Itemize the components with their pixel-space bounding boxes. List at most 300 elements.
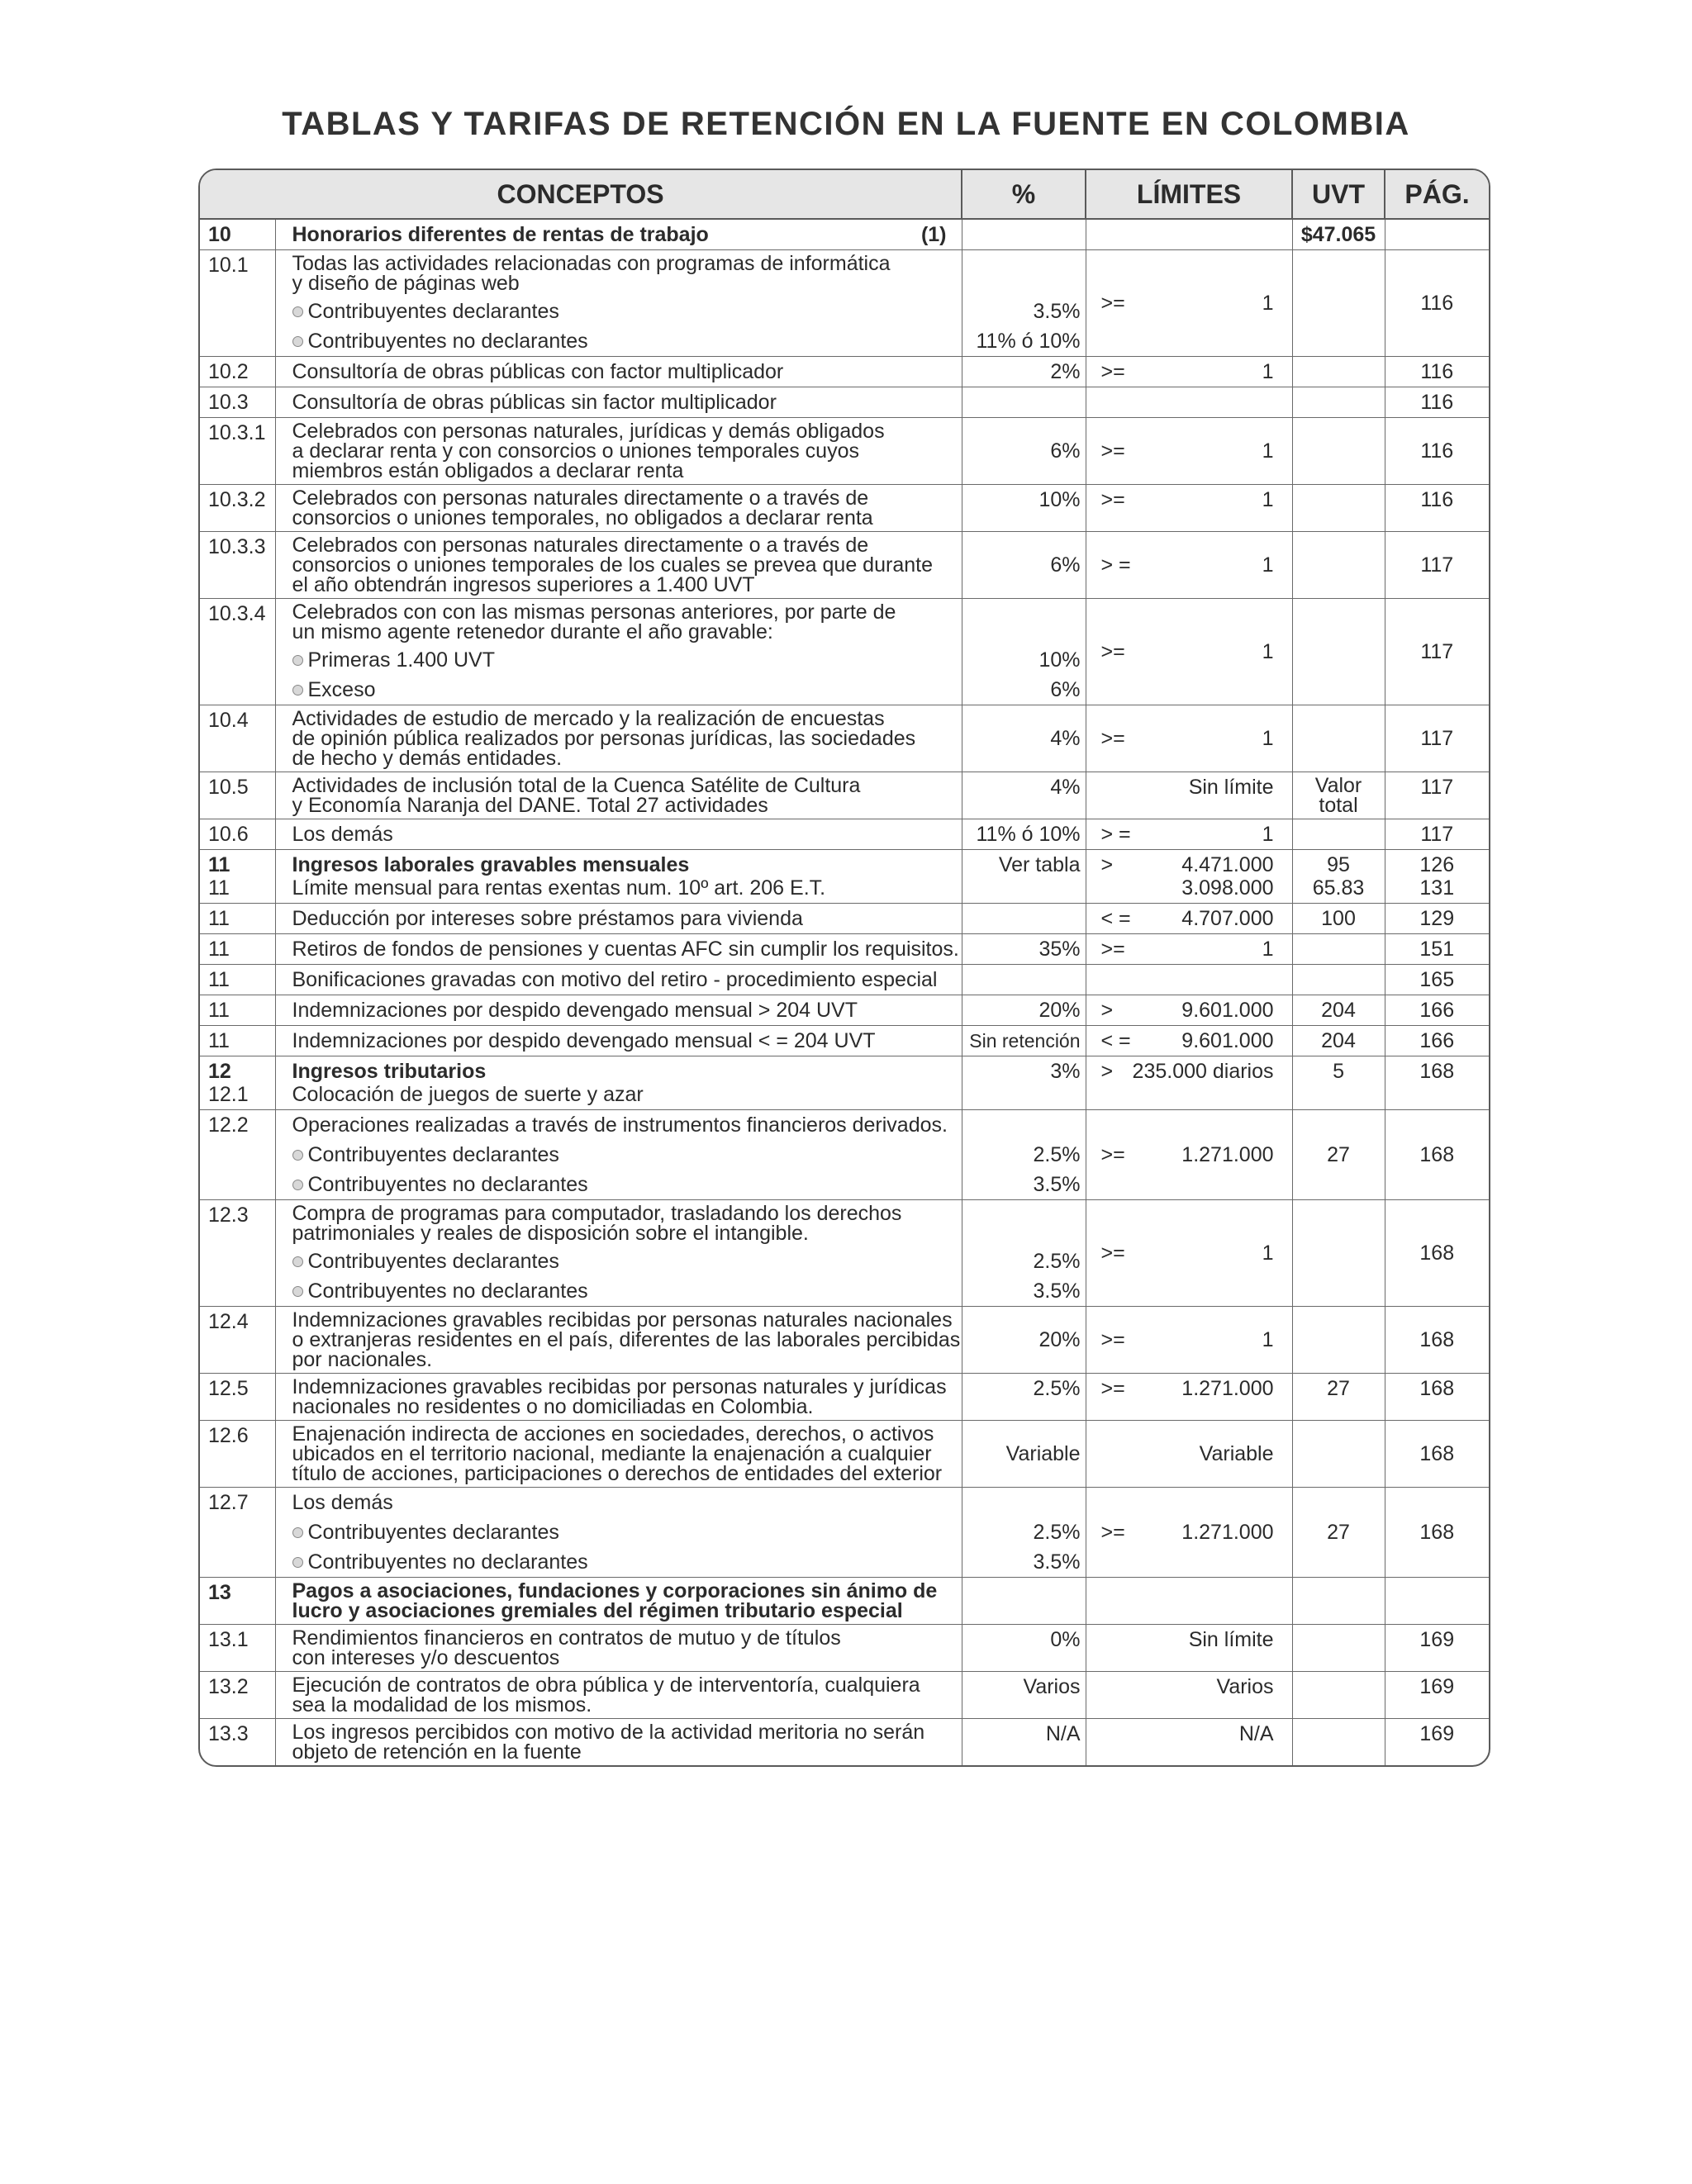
- limit-value: 1: [1262, 553, 1274, 577]
- percent-value: Sin retención: [969, 1030, 1081, 1052]
- table-row: [200, 1578, 1489, 1625]
- row-number: [200, 1307, 275, 1374]
- limit-value: 4.707.000: [1181, 907, 1274, 930]
- row-uvt: [1292, 387, 1385, 418]
- row-uvt: [1292, 819, 1385, 850]
- row-operator: [1086, 387, 1122, 418]
- limit-value: 235.000 diarios: [1132, 1060, 1274, 1083]
- row-uvt: [1292, 532, 1385, 599]
- concept-line: Consultoría de obras públicas con factor multiplicador: [292, 360, 784, 383]
- limit-operator: < =: [1100, 1029, 1131, 1052]
- row-limit: [1122, 705, 1292, 772]
- bullet-item: [292, 678, 955, 701]
- row-number-text: 10.4: [208, 709, 249, 732]
- row-limit: [1122, 1056, 1292, 1110]
- bullet-label: Contribuyentes no declarantes: [307, 1550, 588, 1574]
- row-uvt: [1292, 219, 1385, 250]
- percent-value: 3.5%: [1033, 1550, 1081, 1574]
- limit-value: 1: [1262, 292, 1274, 315]
- uvt-value: 5: [1333, 1060, 1344, 1083]
- concept-line: miembros están obligados a declarar renta: [292, 459, 684, 482]
- table-row: [200, 219, 1489, 250]
- bullet-label: Contribuyentes no declarantes: [307, 1280, 588, 1303]
- table-row: [200, 1374, 1489, 1421]
- row-operator: [1086, 1307, 1125, 1374]
- page-number: 131: [1419, 876, 1455, 900]
- row-number-text: 11: [208, 876, 230, 900]
- row-number: [200, 934, 275, 965]
- uvt-value: 27: [1327, 1143, 1350, 1166]
- row-number-text: 10.3.4: [208, 602, 266, 625]
- row-percent: [962, 485, 1086, 532]
- page-number: 117: [1420, 776, 1454, 799]
- row-operator: [1086, 1578, 1122, 1625]
- concept-line: Celebrados con con las mismas personas anteriores, por parte de: [292, 601, 896, 624]
- row-limit: [1122, 904, 1292, 934]
- row-number-text: 13.3: [208, 1722, 249, 1745]
- row-concept: [275, 1625, 962, 1672]
- row-limit: [1122, 219, 1292, 250]
- row-limit: [1122, 1672, 1292, 1719]
- row-limit: [1122, 357, 1292, 387]
- row-page: [1385, 934, 1489, 965]
- table-row: [200, 485, 1489, 532]
- row-percent: [962, 850, 1086, 904]
- limit-operator: >=: [1100, 640, 1125, 663]
- row-number: [200, 1421, 275, 1488]
- row-limit: [1122, 1488, 1292, 1578]
- limit-value: 3.098.000: [1181, 876, 1274, 900]
- row-page: [1385, 1374, 1489, 1421]
- row-page: [1385, 1200, 1489, 1307]
- table-row: [200, 819, 1489, 850]
- concept-line: patrimoniales y reales de disposición sobre el intangible.: [292, 1222, 809, 1245]
- concept-line: ubicados en el territorio nacional, mediante la enajenación a cualquier: [292, 1442, 932, 1465]
- page-number: 168: [1419, 1521, 1455, 1544]
- table-row: [200, 850, 1489, 904]
- limit-value: 1: [1262, 439, 1274, 463]
- row-uvt: [1292, 1719, 1385, 1766]
- percent-value: Variable: [1005, 1442, 1081, 1465]
- uvt-value: Valor: [1314, 774, 1362, 797]
- bullet-label: Contribuyentes declarantes: [307, 1250, 559, 1273]
- row-percent: [962, 904, 1086, 934]
- percent-value: 4%: [1050, 727, 1081, 750]
- bullet-item: [292, 1550, 955, 1574]
- row-uvt: [1292, 250, 1385, 357]
- row-number: [200, 357, 275, 387]
- row-operator: [1086, 1110, 1125, 1200]
- row-limit: [1122, 1026, 1292, 1056]
- page-number: 169: [1419, 1628, 1455, 1651]
- page-number: 168: [1419, 1377, 1455, 1400]
- concept-line: o extranjeras residentes en el país, diferentes de las laborales percibidas: [292, 1328, 961, 1351]
- row-limit: [1122, 387, 1292, 418]
- row-concept: [275, 1026, 962, 1056]
- row-page: [1385, 904, 1489, 934]
- row-number: [200, 705, 275, 772]
- percent-value: 2.5%: [1033, 1521, 1081, 1544]
- row-number-text: 11: [208, 853, 231, 876]
- percent-value: 6%: [1050, 439, 1081, 463]
- limit-operator: >=: [1100, 1328, 1125, 1351]
- row-percent: [962, 1421, 1086, 1488]
- row-number-text: 10.5: [208, 776, 249, 799]
- bullet-label: Contribuyentes declarantes: [307, 1521, 559, 1544]
- row-concept: [275, 250, 962, 357]
- limit-operator: >=: [1100, 938, 1125, 961]
- row-concept: [275, 1056, 962, 1110]
- page-number: 116: [1420, 439, 1454, 463]
- row-percent: [962, 965, 1086, 995]
- limit-value: Varios: [1216, 1675, 1274, 1698]
- row-number-text: 12.3: [208, 1204, 249, 1227]
- table-row: [200, 995, 1489, 1026]
- concept-line: de hecho y demás entidades.: [292, 747, 563, 770]
- row-number-text: 11: [208, 938, 230, 961]
- row-limit: [1122, 819, 1292, 850]
- row-page: [1385, 485, 1489, 532]
- retention-table: [198, 169, 1490, 1767]
- limit-operator: >=: [1100, 727, 1125, 750]
- table-row: [200, 1421, 1489, 1488]
- row-number: [200, 1374, 275, 1421]
- percent-value: 0%: [1050, 1628, 1081, 1651]
- concept-line: de opinión pública realizados por personas jurídicas, las sociedades: [292, 727, 916, 750]
- row-limit: [1122, 1578, 1292, 1625]
- limit-value: 1: [1262, 1242, 1274, 1265]
- page-number: 116: [1420, 360, 1454, 383]
- row-page: [1385, 1672, 1489, 1719]
- row-operator: [1086, 995, 1122, 1026]
- concept-line: Indemnizaciones por despido devengado mensual > 204 UVT: [292, 999, 858, 1022]
- percent-value: 2.5%: [1033, 1143, 1081, 1166]
- row-percent: [962, 387, 1086, 418]
- page-number: 117: [1420, 553, 1454, 577]
- row-operator: [1086, 1374, 1125, 1421]
- row-concept: [275, 1110, 962, 1200]
- percent-value: 3.5%: [1033, 1280, 1081, 1303]
- page-number: 165: [1419, 968, 1455, 991]
- row-concept: [275, 850, 962, 904]
- bullet-label: Primeras 1.400 UVT: [307, 648, 495, 672]
- concept-line: objeto de retención en la fuente: [292, 1740, 582, 1764]
- row-operator: [1086, 418, 1125, 485]
- concept-line: Celebrados con personas naturales, jurídicas y demás obligados: [292, 420, 885, 443]
- row-number: [200, 1578, 275, 1625]
- bullet-icon: [292, 685, 303, 696]
- concept-line: Ejecución de contratos de obra pública y de interventoría, cualquiera: [292, 1674, 920, 1697]
- row-page: [1385, 387, 1489, 418]
- row-limit: [1122, 995, 1292, 1026]
- bullet-label: Contribuyentes no declarantes: [307, 1173, 588, 1196]
- row-number: [200, 1719, 275, 1766]
- row-limit: [1122, 250, 1292, 357]
- concept-line: el año obtendrán ingresos superiores a 1.400 UVT: [292, 573, 755, 596]
- row-number: [200, 995, 275, 1026]
- row-page: [1385, 418, 1489, 485]
- row-concept: [275, 965, 962, 995]
- row-percent: [962, 418, 1086, 485]
- row-uvt: [1292, 1307, 1385, 1374]
- row-number-text: 10.3.3: [208, 535, 266, 558]
- row-operator: [1086, 819, 1131, 850]
- table-row: [200, 1625, 1489, 1672]
- row-number: [200, 1110, 275, 1200]
- row-percent: [962, 1374, 1086, 1421]
- row-number: [200, 1026, 275, 1056]
- row-number: [200, 387, 275, 418]
- concept-line: Ingresos laborales gravables mensuales: [292, 853, 690, 876]
- bullet-label: Contribuyentes declarantes: [307, 300, 559, 323]
- row-percent: [962, 1026, 1086, 1056]
- row-uvt: [1292, 934, 1385, 965]
- row-page: [1385, 1625, 1489, 1672]
- uvt-value: 100: [1321, 907, 1356, 930]
- concept-line: y Economía Naranja del DANE. Total 27 actividades: [292, 794, 768, 817]
- percent-value: 3.5%: [1033, 1173, 1081, 1196]
- bullet-item: [292, 1521, 955, 1544]
- concept-line: título de acciones, participaciones o derechos de entidades del exterior: [292, 1462, 943, 1485]
- row-operator: [1086, 850, 1122, 904]
- concept-line: Indemnizaciones por despido devengado mensual < = 204 UVT: [292, 1029, 876, 1052]
- footnote-marker: (1): [920, 223, 947, 246]
- row-percent: [962, 1578, 1086, 1625]
- table-row: [200, 1719, 1489, 1766]
- row-number: [200, 219, 275, 250]
- percent-value: 11% ó 10%: [976, 330, 1081, 353]
- row-operator: [1086, 965, 1122, 995]
- concept-line: Actividades de inclusión total de la Cuenca Satélite de Cultura: [292, 774, 861, 797]
- page-number: 168: [1419, 1442, 1455, 1465]
- concept-line: y diseño de páginas web: [292, 272, 520, 295]
- row-uvt: [1292, 357, 1385, 387]
- row-concept: [275, 1421, 962, 1488]
- concept-line: consorcios o uniones temporales, no obligados a declarar renta: [292, 506, 873, 529]
- page-number: 169: [1419, 1722, 1455, 1745]
- concept-line: Compra de programas para computador, trasladando los derechos: [292, 1202, 902, 1225]
- limit-operator: >=: [1100, 1377, 1125, 1400]
- concept-line: consorcios o uniones temporales de los cuales se prevea que durante: [292, 553, 933, 577]
- concept-line: Rendimientos financieros en contratos de mutuo y de títulos: [292, 1626, 841, 1650]
- table-row: [200, 357, 1489, 387]
- percent-value: 6%: [1050, 678, 1081, 701]
- table-row: [200, 1488, 1489, 1578]
- row-number: [200, 599, 275, 705]
- row-concept: [275, 532, 962, 599]
- limit-operator: >: [1100, 1060, 1114, 1083]
- limit-value: 1: [1262, 640, 1274, 663]
- header-conceptos: CONCEPTOS: [200, 170, 962, 219]
- row-uvt: [1292, 1578, 1385, 1625]
- row-number-text: 10.3: [208, 391, 249, 414]
- row-concept: [275, 1578, 962, 1625]
- row-percent: [962, 219, 1086, 250]
- bullet-item: [292, 648, 955, 672]
- row-page: [1385, 1488, 1489, 1578]
- row-limit: [1122, 532, 1292, 599]
- page-number: 129: [1419, 907, 1455, 930]
- page-number: 168: [1419, 1242, 1455, 1265]
- row-page: [1385, 532, 1489, 599]
- bullet-icon: [292, 1180, 303, 1190]
- row-page: [1385, 1719, 1489, 1766]
- table-row: [200, 1056, 1489, 1110]
- page-number: 117: [1420, 640, 1454, 663]
- row-operator: [1086, 485, 1125, 532]
- row-number: [200, 772, 275, 819]
- row-limit: [1122, 1719, 1292, 1766]
- row-page: [1385, 819, 1489, 850]
- page-number: 166: [1419, 999, 1455, 1022]
- percent-value: 20%: [1038, 1328, 1081, 1351]
- row-concept: [275, 1488, 962, 1578]
- row-number: [200, 485, 275, 532]
- row-number-text: 10: [208, 223, 231, 246]
- table-row: [200, 250, 1489, 357]
- percent-value: Ver tabla: [998, 853, 1081, 876]
- row-uvt: [1292, 1026, 1385, 1056]
- row-page: [1385, 1421, 1489, 1488]
- row-number-text: 12.2: [208, 1113, 249, 1137]
- row-number: [200, 965, 275, 995]
- row-limit: [1122, 1307, 1292, 1374]
- concept-line: Los demás: [292, 823, 393, 846]
- row-concept: [275, 1374, 962, 1421]
- percent-value: 11% ó 10%: [976, 823, 1081, 846]
- limit-operator: > =: [1100, 823, 1131, 846]
- row-concept: [275, 387, 962, 418]
- row-limit: [1122, 1374, 1292, 1421]
- row-percent: [962, 1110, 1086, 1200]
- row-uvt: [1292, 1625, 1385, 1672]
- row-operator: [1086, 1026, 1131, 1056]
- row-number-text: 11: [208, 1029, 230, 1052]
- row-uvt: [1292, 1488, 1385, 1578]
- table-row: [200, 705, 1489, 772]
- percent-value: 35%: [1038, 938, 1081, 961]
- uvt-value: 27: [1327, 1521, 1350, 1544]
- row-operator: [1086, 357, 1125, 387]
- row-percent: [962, 1488, 1086, 1578]
- row-limit: [1122, 1625, 1292, 1672]
- row-number-text: 11: [208, 968, 230, 991]
- limit-value: Sin límite: [1188, 776, 1274, 799]
- row-number: [200, 532, 275, 599]
- bullet-icon: [292, 306, 303, 317]
- percent-value: 10%: [1038, 488, 1081, 511]
- bullet-icon: [292, 1527, 303, 1538]
- row-percent: [962, 772, 1086, 819]
- header-limites: LÍMITES: [1086, 170, 1292, 219]
- bullet-icon: [292, 336, 303, 347]
- concept-line: por nacionales.: [292, 1348, 433, 1371]
- row-operator: [1086, 1200, 1125, 1307]
- limit-value: N/A: [1238, 1722, 1274, 1745]
- uvt-value: 65.83: [1312, 876, 1365, 900]
- row-number-text: 12.1: [208, 1083, 249, 1106]
- table-body: [200, 219, 1489, 1765]
- row-page: [1385, 599, 1489, 705]
- row-percent: [962, 532, 1086, 599]
- row-operator: [1086, 599, 1125, 705]
- concept-line: un mismo agente retenedor durante el año gravable:: [292, 620, 773, 643]
- limit-value: 4.471.000: [1181, 853, 1274, 876]
- row-page: [1385, 995, 1489, 1026]
- concept-line: Indemnizaciones gravables recibidas por personas naturales nacionales: [292, 1308, 953, 1332]
- limit-value: 9.601.000: [1181, 1029, 1274, 1052]
- row-number-text: 13.1: [208, 1628, 249, 1651]
- row-percent: [962, 1625, 1086, 1672]
- limit-value: 1: [1262, 1328, 1274, 1351]
- page-number: 116: [1420, 391, 1454, 414]
- concept-line: con intereses y/o descuentos: [292, 1646, 560, 1669]
- uvt-value: 204: [1321, 1029, 1356, 1052]
- bullet-label: Contribuyentes no declarantes: [307, 330, 588, 353]
- percent-value: 4%: [1050, 776, 1081, 799]
- bullet-icon: [292, 1150, 303, 1161]
- row-uvt: [1292, 1421, 1385, 1488]
- limit-operator: > =: [1100, 553, 1131, 577]
- row-operator: [1086, 1625, 1122, 1672]
- row-percent: [962, 1719, 1086, 1766]
- concept-line: Los demás: [292, 1491, 393, 1514]
- row-number-text: 11: [208, 907, 230, 930]
- table-row: [200, 1200, 1489, 1307]
- row-uvt: [1292, 995, 1385, 1026]
- row-operator: [1086, 772, 1122, 819]
- limit-operator: >=: [1100, 292, 1125, 315]
- row-number: [200, 250, 275, 357]
- limit-operator: >=: [1100, 488, 1125, 511]
- row-concept: [275, 1672, 962, 1719]
- percent-value: 6%: [1050, 553, 1081, 577]
- concept-line: Colocación de juegos de suerte y azar: [292, 1083, 644, 1106]
- limit-operator: >=: [1100, 1242, 1125, 1265]
- concept-line: Bonificaciones gravadas con motivo del retiro - procedimiento especial: [292, 968, 938, 991]
- uvt-value: $47.065: [1300, 223, 1376, 246]
- row-number: [200, 904, 275, 934]
- row-number-text: 13.2: [208, 1675, 249, 1698]
- row-uvt: [1292, 904, 1385, 934]
- row-percent: [962, 1200, 1086, 1307]
- row-number-text: 10.1: [208, 254, 249, 277]
- page-title: TABLAS Y TARIFAS DE RETENCIÓN EN LA FUENTE EN COLOMBIA: [282, 106, 1410, 142]
- percent-value: 2.5%: [1033, 1377, 1081, 1400]
- row-uvt: [1292, 850, 1385, 904]
- row-page: [1385, 250, 1489, 357]
- row-uvt: [1292, 1672, 1385, 1719]
- row-number: [200, 1625, 275, 1672]
- row-concept: [275, 599, 962, 705]
- limit-value: 9.601.000: [1181, 999, 1274, 1022]
- header-percent: %: [962, 170, 1086, 219]
- row-limit: [1122, 599, 1292, 705]
- uvt-value: 27: [1327, 1377, 1350, 1400]
- row-limit: [1122, 1421, 1292, 1488]
- limit-value: 1.271.000: [1181, 1377, 1274, 1400]
- row-number-text: 10.2: [208, 360, 249, 383]
- row-number-text: 11: [208, 999, 230, 1022]
- table-row: [200, 532, 1489, 599]
- row-percent: [962, 934, 1086, 965]
- page-number: 166: [1419, 1029, 1455, 1052]
- row-operator: [1086, 250, 1125, 357]
- bullet-item: [292, 1250, 955, 1273]
- percent-value: 2%: [1050, 360, 1081, 383]
- limit-value: 1: [1262, 823, 1274, 846]
- row-concept: [275, 485, 962, 532]
